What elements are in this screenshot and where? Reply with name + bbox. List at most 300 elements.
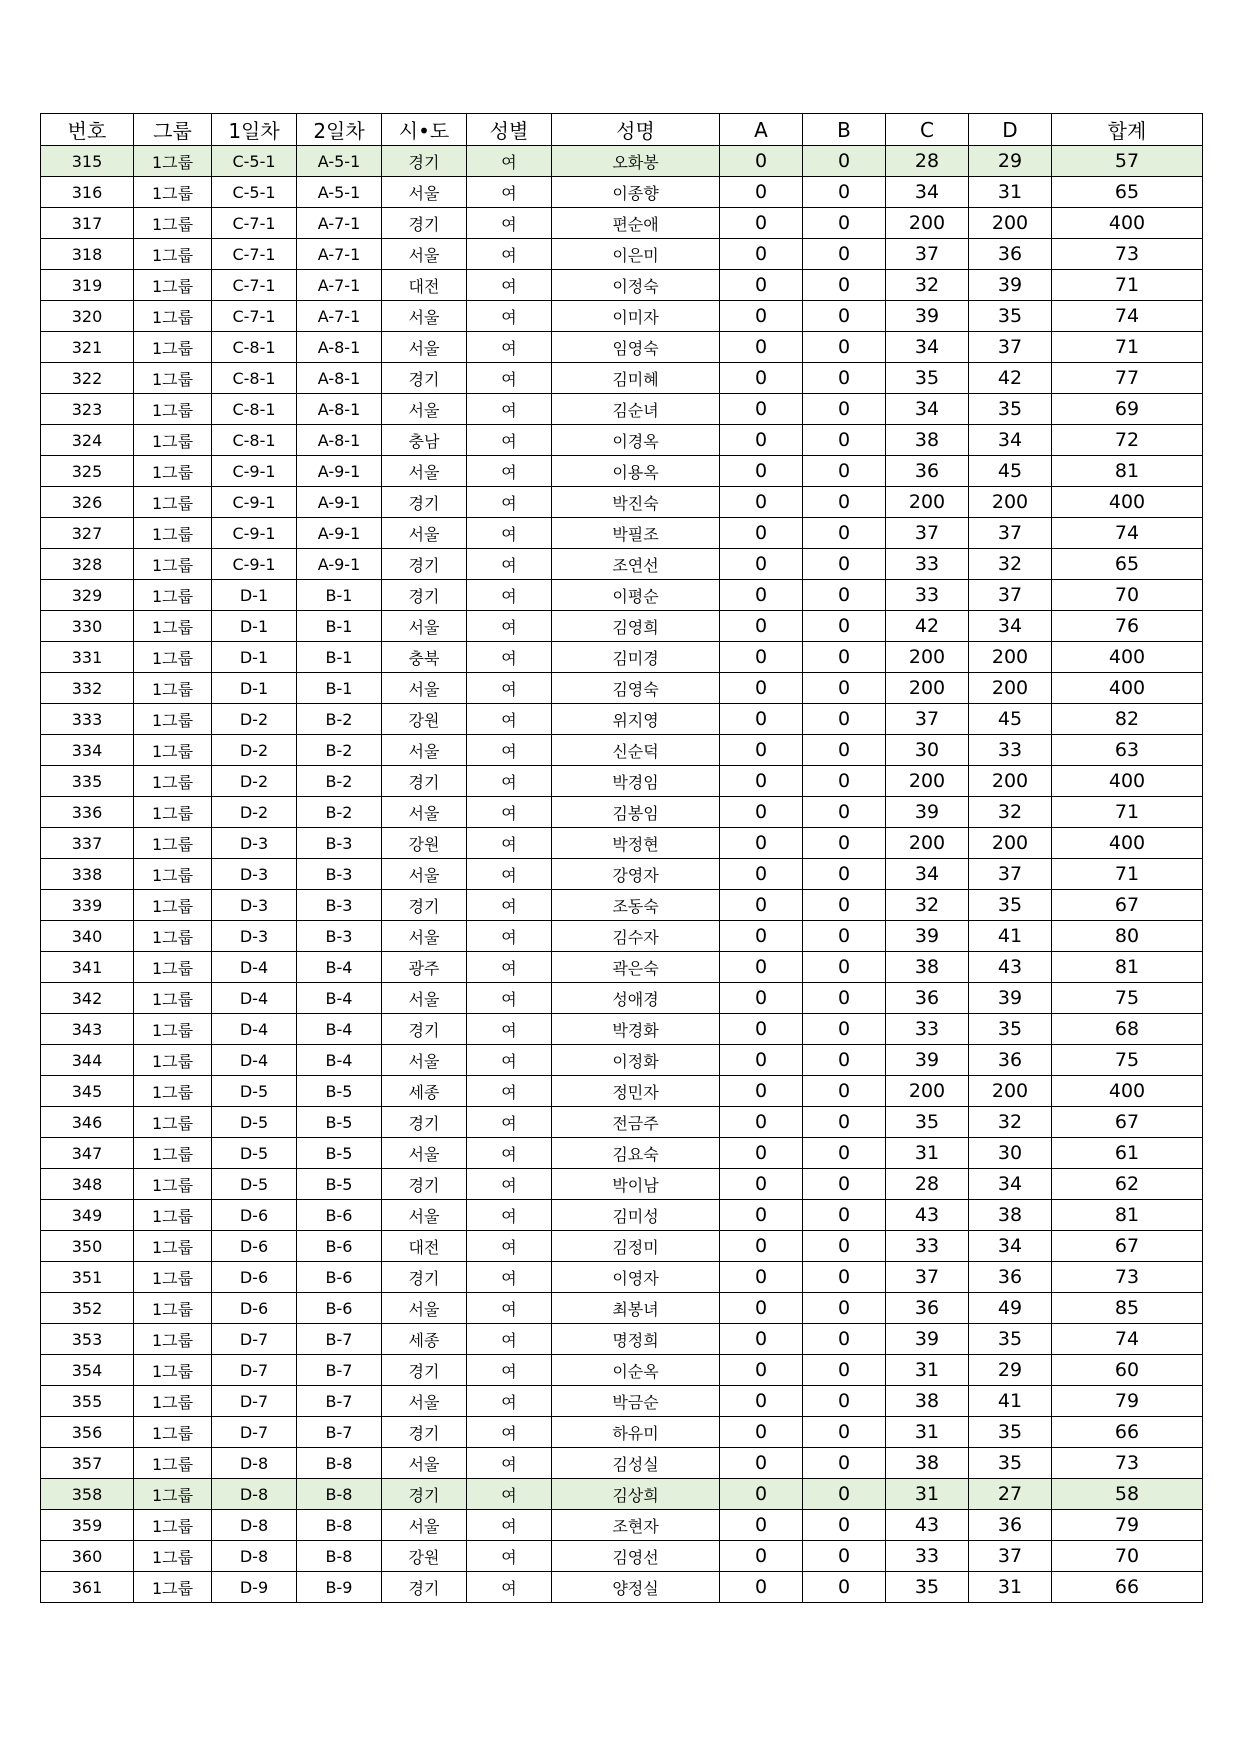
cell-total: 400 xyxy=(1052,828,1203,859)
cell-score-d: 34 xyxy=(969,425,1052,456)
cell-gender: 여 xyxy=(467,1572,552,1603)
cell-total: 74 xyxy=(1052,1324,1203,1355)
cell-score-c: 38 xyxy=(886,1448,969,1479)
cell-score-c: 33 xyxy=(886,1231,969,1262)
cell-region: 서울 xyxy=(382,735,467,766)
cell-gender: 여 xyxy=(467,1417,552,1448)
cell-score-d: 37 xyxy=(969,332,1052,363)
cell-gender: 여 xyxy=(467,1386,552,1417)
cell-name: 이평순 xyxy=(552,580,720,611)
cell-day2: A-9-1 xyxy=(297,456,382,487)
cell-name: 박정현 xyxy=(552,828,720,859)
cell-day2: B-2 xyxy=(297,766,382,797)
cell-total: 75 xyxy=(1052,1045,1203,1076)
cell-total: 67 xyxy=(1052,890,1203,921)
cell-day1: D-5 xyxy=(212,1076,297,1107)
table-row xyxy=(41,983,1203,1014)
cell-total: 75 xyxy=(1052,983,1203,1014)
cell-group: 1그룹 xyxy=(134,425,212,456)
table-row xyxy=(41,704,1203,735)
cell-number: 320 xyxy=(41,301,134,332)
cell-day1: D-2 xyxy=(212,704,297,735)
cell-day2: A-8-1 xyxy=(297,332,382,363)
table-row xyxy=(41,301,1203,332)
cell-score-d: 36 xyxy=(969,1045,1052,1076)
cell-group: 1그룹 xyxy=(134,394,212,425)
cell-number: 325 xyxy=(41,456,134,487)
cell-number: 348 xyxy=(41,1169,134,1200)
cell-number: 351 xyxy=(41,1262,134,1293)
table-row xyxy=(41,890,1203,921)
cell-score-a: 0 xyxy=(720,1572,803,1603)
cell-number: 341 xyxy=(41,952,134,983)
cell-gender: 여 xyxy=(467,456,552,487)
cell-score-d: 35 xyxy=(969,890,1052,921)
cell-group: 1그룹 xyxy=(134,1541,212,1572)
cell-name: 박경임 xyxy=(552,766,720,797)
cell-total: 81 xyxy=(1052,456,1203,487)
cell-score-c: 37 xyxy=(886,704,969,735)
cell-region: 서울 xyxy=(382,921,467,952)
table-row xyxy=(41,580,1203,611)
cell-name: 김봉임 xyxy=(552,797,720,828)
cell-total: 57 xyxy=(1052,146,1203,177)
cell-group: 1그룹 xyxy=(134,1572,212,1603)
cell-region: 경기 xyxy=(382,146,467,177)
cell-region: 서울 xyxy=(382,1386,467,1417)
cell-score-a: 0 xyxy=(720,518,803,549)
col-header-number: 번호 xyxy=(41,114,134,146)
cell-score-b: 0 xyxy=(803,239,886,270)
cell-name: 박진숙 xyxy=(552,487,720,518)
table-row xyxy=(41,952,1203,983)
cell-score-d: 34 xyxy=(969,1231,1052,1262)
cell-score-a: 0 xyxy=(720,487,803,518)
cell-day1: D-4 xyxy=(212,1045,297,1076)
cell-score-a: 0 xyxy=(720,425,803,456)
cell-name: 신순덕 xyxy=(552,735,720,766)
cell-region: 서울 xyxy=(382,1138,467,1169)
cell-group: 1그룹 xyxy=(134,828,212,859)
cell-region: 서울 xyxy=(382,859,467,890)
col-header-gender: 성별 xyxy=(467,114,552,146)
cell-name: 조연선 xyxy=(552,549,720,580)
cell-day2: B-8 xyxy=(297,1541,382,1572)
cell-score-c: 28 xyxy=(886,1169,969,1200)
cell-score-a: 0 xyxy=(720,549,803,580)
table-row xyxy=(41,177,1203,208)
cell-region: 경기 xyxy=(382,1417,467,1448)
cell-region: 경기 xyxy=(382,1572,467,1603)
cell-score-c: 200 xyxy=(886,673,969,704)
cell-number: 330 xyxy=(41,611,134,642)
cell-gender: 여 xyxy=(467,177,552,208)
cell-day1: D-2 xyxy=(212,766,297,797)
cell-day2: B-4 xyxy=(297,1014,382,1045)
cell-score-a: 0 xyxy=(720,1014,803,1045)
cell-day1: D-7 xyxy=(212,1324,297,1355)
cell-day2: B-3 xyxy=(297,890,382,921)
cell-day2: B-1 xyxy=(297,642,382,673)
cell-day1: D-4 xyxy=(212,983,297,1014)
cell-name: 김상희 xyxy=(552,1479,720,1510)
cell-region: 경기 xyxy=(382,1355,467,1386)
cell-score-d: 31 xyxy=(969,1572,1052,1603)
cell-score-d: 37 xyxy=(969,580,1052,611)
cell-gender: 여 xyxy=(467,797,552,828)
cell-score-a: 0 xyxy=(720,1262,803,1293)
cell-score-b: 0 xyxy=(803,766,886,797)
cell-day2: A-5-1 xyxy=(297,146,382,177)
cell-total: 81 xyxy=(1052,1200,1203,1231)
cell-name: 김미혜 xyxy=(552,363,720,394)
cell-number: 329 xyxy=(41,580,134,611)
cell-score-c: 31 xyxy=(886,1479,969,1510)
cell-score-d: 200 xyxy=(969,208,1052,239)
cell-score-a: 0 xyxy=(720,1324,803,1355)
cell-score-b: 0 xyxy=(803,921,886,952)
cell-day1: C-7-1 xyxy=(212,208,297,239)
cell-name: 이경옥 xyxy=(552,425,720,456)
cell-score-d: 29 xyxy=(969,1355,1052,1386)
cell-score-b: 0 xyxy=(803,1541,886,1572)
cell-total: 73 xyxy=(1052,1262,1203,1293)
cell-day2: B-4 xyxy=(297,952,382,983)
cell-group: 1그룹 xyxy=(134,1448,212,1479)
cell-name: 명정희 xyxy=(552,1324,720,1355)
cell-score-c: 33 xyxy=(886,1014,969,1045)
cell-group: 1그룹 xyxy=(134,642,212,673)
cell-score-d: 33 xyxy=(969,735,1052,766)
cell-score-d: 41 xyxy=(969,1386,1052,1417)
table-row xyxy=(41,425,1203,456)
cell-name: 이순옥 xyxy=(552,1355,720,1386)
cell-group: 1그룹 xyxy=(134,301,212,332)
cell-region: 세종 xyxy=(382,1076,467,1107)
cell-total: 400 xyxy=(1052,766,1203,797)
cell-gender: 여 xyxy=(467,952,552,983)
cell-number: 319 xyxy=(41,270,134,301)
cell-name: 이용옥 xyxy=(552,456,720,487)
cell-day2: A-7-1 xyxy=(297,208,382,239)
cell-total: 80 xyxy=(1052,921,1203,952)
cell-number: 339 xyxy=(41,890,134,921)
cell-day2: B-5 xyxy=(297,1076,382,1107)
cell-name: 이정화 xyxy=(552,1045,720,1076)
cell-name: 김수자 xyxy=(552,921,720,952)
cell-name: 박경화 xyxy=(552,1014,720,1045)
cell-total: 82 xyxy=(1052,704,1203,735)
cell-score-c: 36 xyxy=(886,983,969,1014)
cell-day1: D-3 xyxy=(212,921,297,952)
cell-group: 1그룹 xyxy=(134,1510,212,1541)
cell-score-a: 0 xyxy=(720,1417,803,1448)
cell-group: 1그룹 xyxy=(134,1076,212,1107)
cell-number: 344 xyxy=(41,1045,134,1076)
cell-gender: 여 xyxy=(467,1107,552,1138)
cell-number: 356 xyxy=(41,1417,134,1448)
cell-region: 서울 xyxy=(382,1045,467,1076)
cell-region: 경기 xyxy=(382,1014,467,1045)
cell-score-d: 41 xyxy=(969,921,1052,952)
cell-score-a: 0 xyxy=(720,1510,803,1541)
cell-group: 1그룹 xyxy=(134,890,212,921)
table-row xyxy=(41,363,1203,394)
cell-number: 360 xyxy=(41,1541,134,1572)
cell-day2: A-9-1 xyxy=(297,487,382,518)
cell-score-b: 0 xyxy=(803,1386,886,1417)
cell-score-a: 0 xyxy=(720,735,803,766)
cell-day1: D-4 xyxy=(212,952,297,983)
col-header-b: B xyxy=(803,114,886,146)
cell-day1: D-3 xyxy=(212,828,297,859)
cell-score-b: 0 xyxy=(803,208,886,239)
table-row xyxy=(41,1324,1203,1355)
cell-total: 73 xyxy=(1052,1448,1203,1479)
cell-score-c: 34 xyxy=(886,394,969,425)
table-row xyxy=(41,487,1203,518)
cell-score-c: 37 xyxy=(886,1262,969,1293)
cell-region: 경기 xyxy=(382,1262,467,1293)
cell-region: 경기 xyxy=(382,1169,467,1200)
cell-score-b: 0 xyxy=(803,673,886,704)
cell-total: 74 xyxy=(1052,518,1203,549)
cell-day1: D-9 xyxy=(212,1572,297,1603)
cell-day2: A-7-1 xyxy=(297,301,382,332)
cell-score-a: 0 xyxy=(720,1169,803,1200)
cell-score-c: 39 xyxy=(886,921,969,952)
cell-score-d: 35 xyxy=(969,1324,1052,1355)
cell-group: 1그룹 xyxy=(134,332,212,363)
cell-score-d: 37 xyxy=(969,1541,1052,1572)
cell-region: 광주 xyxy=(382,952,467,983)
cell-score-a: 0 xyxy=(720,208,803,239)
cell-number: 355 xyxy=(41,1386,134,1417)
cell-score-b: 0 xyxy=(803,1045,886,1076)
cell-group: 1그룹 xyxy=(134,580,212,611)
cell-day2: B-1 xyxy=(297,580,382,611)
cell-name: 편순애 xyxy=(552,208,720,239)
cell-score-b: 0 xyxy=(803,1572,886,1603)
table-row xyxy=(41,239,1203,270)
cell-region: 강원 xyxy=(382,1541,467,1572)
cell-score-a: 0 xyxy=(720,1355,803,1386)
cell-day1: D-2 xyxy=(212,797,297,828)
table-row xyxy=(41,921,1203,952)
cell-score-b: 0 xyxy=(803,1479,886,1510)
cell-score-b: 0 xyxy=(803,518,886,549)
cell-score-a: 0 xyxy=(720,239,803,270)
cell-day2: A-8-1 xyxy=(297,363,382,394)
cell-number: 340 xyxy=(41,921,134,952)
cell-group: 1그룹 xyxy=(134,1231,212,1262)
cell-group: 1그룹 xyxy=(134,673,212,704)
cell-number: 321 xyxy=(41,332,134,363)
cell-group: 1그룹 xyxy=(134,1014,212,1045)
cell-day2: A-7-1 xyxy=(297,239,382,270)
cell-score-c: 200 xyxy=(886,487,969,518)
cell-region: 서울 xyxy=(382,518,467,549)
cell-name: 양정실 xyxy=(552,1572,720,1603)
cell-score-a: 0 xyxy=(720,456,803,487)
cell-group: 1그룹 xyxy=(134,611,212,642)
col-header-day1: 1일차 xyxy=(212,114,297,146)
table-row xyxy=(41,828,1203,859)
table-row xyxy=(41,1231,1203,1262)
cell-total: 67 xyxy=(1052,1107,1203,1138)
cell-gender: 여 xyxy=(467,1355,552,1386)
cell-day1: D-3 xyxy=(212,859,297,890)
cell-group: 1그룹 xyxy=(134,1386,212,1417)
cell-number: 359 xyxy=(41,1510,134,1541)
cell-day2: B-6 xyxy=(297,1231,382,1262)
cell-day2: B-1 xyxy=(297,673,382,704)
cell-score-c: 39 xyxy=(886,1324,969,1355)
table-body xyxy=(41,146,1203,1603)
cell-group: 1그룹 xyxy=(134,1262,212,1293)
cell-number: 338 xyxy=(41,859,134,890)
cell-score-d: 35 xyxy=(969,1417,1052,1448)
cell-name: 김영선 xyxy=(552,1541,720,1572)
cell-day2: A-9-1 xyxy=(297,549,382,580)
cell-score-d: 29 xyxy=(969,146,1052,177)
cell-day2: B-8 xyxy=(297,1510,382,1541)
cell-score-b: 0 xyxy=(803,394,886,425)
cell-gender: 여 xyxy=(467,673,552,704)
cell-group: 1그룹 xyxy=(134,983,212,1014)
cell-gender: 여 xyxy=(467,1045,552,1076)
cell-day1: D-1 xyxy=(212,642,297,673)
cell-name: 박금순 xyxy=(552,1386,720,1417)
cell-number: 327 xyxy=(41,518,134,549)
cell-score-d: 49 xyxy=(969,1293,1052,1324)
cell-gender: 여 xyxy=(467,239,552,270)
cell-gender: 여 xyxy=(467,1076,552,1107)
cell-group: 1그룹 xyxy=(134,1355,212,1386)
cell-day1: C-7-1 xyxy=(212,239,297,270)
cell-gender: 여 xyxy=(467,828,552,859)
cell-score-d: 35 xyxy=(969,394,1052,425)
cell-gender: 여 xyxy=(467,642,552,673)
cell-day1: D-3 xyxy=(212,890,297,921)
cell-number: 352 xyxy=(41,1293,134,1324)
cell-group: 1그룹 xyxy=(134,921,212,952)
cell-number: 347 xyxy=(41,1138,134,1169)
cell-score-a: 0 xyxy=(720,704,803,735)
cell-score-a: 0 xyxy=(720,177,803,208)
cell-score-a: 0 xyxy=(720,1076,803,1107)
cell-score-d: 32 xyxy=(969,549,1052,580)
cell-day1: D-1 xyxy=(212,580,297,611)
cell-gender: 여 xyxy=(467,363,552,394)
cell-group: 1그룹 xyxy=(134,766,212,797)
table-row xyxy=(41,735,1203,766)
cell-total: 69 xyxy=(1052,394,1203,425)
cell-score-b: 0 xyxy=(803,1107,886,1138)
cell-name: 이은미 xyxy=(552,239,720,270)
cell-score-a: 0 xyxy=(720,952,803,983)
cell-number: 331 xyxy=(41,642,134,673)
cell-number: 343 xyxy=(41,1014,134,1045)
cell-day1: D-5 xyxy=(212,1107,297,1138)
table-row xyxy=(41,1076,1203,1107)
cell-score-d: 39 xyxy=(969,270,1052,301)
cell-region: 서울 xyxy=(382,611,467,642)
cell-day2: B-2 xyxy=(297,735,382,766)
cell-day1: D-8 xyxy=(212,1448,297,1479)
cell-score-d: 35 xyxy=(969,1448,1052,1479)
table-row xyxy=(41,1448,1203,1479)
cell-name: 조현자 xyxy=(552,1510,720,1541)
cell-day2: B-4 xyxy=(297,1045,382,1076)
cell-gender: 여 xyxy=(467,518,552,549)
cell-score-c: 31 xyxy=(886,1138,969,1169)
cell-name: 최봉녀 xyxy=(552,1293,720,1324)
cell-total: 79 xyxy=(1052,1386,1203,1417)
cell-score-d: 45 xyxy=(969,456,1052,487)
cell-score-a: 0 xyxy=(720,1045,803,1076)
cell-score-a: 0 xyxy=(720,1231,803,1262)
cell-day2: B-9 xyxy=(297,1572,382,1603)
cell-group: 1그룹 xyxy=(134,177,212,208)
cell-group: 1그룹 xyxy=(134,1107,212,1138)
cell-score-d: 36 xyxy=(969,1262,1052,1293)
table-row xyxy=(41,518,1203,549)
cell-region: 경기 xyxy=(382,363,467,394)
cell-total: 70 xyxy=(1052,580,1203,611)
table-row xyxy=(41,1572,1203,1603)
cell-score-a: 0 xyxy=(720,611,803,642)
cell-name: 김요숙 xyxy=(552,1138,720,1169)
cell-region: 경기 xyxy=(382,549,467,580)
table-row xyxy=(41,208,1203,239)
cell-score-b: 0 xyxy=(803,983,886,1014)
cell-score-c: 37 xyxy=(886,518,969,549)
cell-gender: 여 xyxy=(467,1510,552,1541)
cell-gender: 여 xyxy=(467,1541,552,1572)
cell-name: 박이남 xyxy=(552,1169,720,1200)
cell-number: 349 xyxy=(41,1200,134,1231)
cell-total: 66 xyxy=(1052,1572,1203,1603)
cell-day1: C-5-1 xyxy=(212,177,297,208)
cell-score-c: 28 xyxy=(886,146,969,177)
table-row xyxy=(41,673,1203,704)
cell-score-a: 0 xyxy=(720,301,803,332)
cell-group: 1그룹 xyxy=(134,735,212,766)
table-row xyxy=(41,1169,1203,1200)
cell-score-c: 200 xyxy=(886,208,969,239)
cell-score-d: 200 xyxy=(969,487,1052,518)
cell-score-d: 31 xyxy=(969,177,1052,208)
cell-region: 대전 xyxy=(382,1231,467,1262)
cell-score-c: 38 xyxy=(886,425,969,456)
cell-region: 경기 xyxy=(382,1107,467,1138)
cell-score-b: 0 xyxy=(803,1138,886,1169)
cell-score-a: 0 xyxy=(720,580,803,611)
cell-number: 358 xyxy=(41,1479,134,1510)
table-row xyxy=(41,1107,1203,1138)
cell-total: 73 xyxy=(1052,239,1203,270)
cell-total: 61 xyxy=(1052,1138,1203,1169)
cell-day2: B-3 xyxy=(297,859,382,890)
cell-number: 345 xyxy=(41,1076,134,1107)
cell-day1: C-8-1 xyxy=(212,425,297,456)
cell-total: 71 xyxy=(1052,859,1203,890)
cell-score-c: 42 xyxy=(886,611,969,642)
cell-gender: 여 xyxy=(467,1138,552,1169)
cell-score-b: 0 xyxy=(803,1324,886,1355)
cell-total: 400 xyxy=(1052,1076,1203,1107)
